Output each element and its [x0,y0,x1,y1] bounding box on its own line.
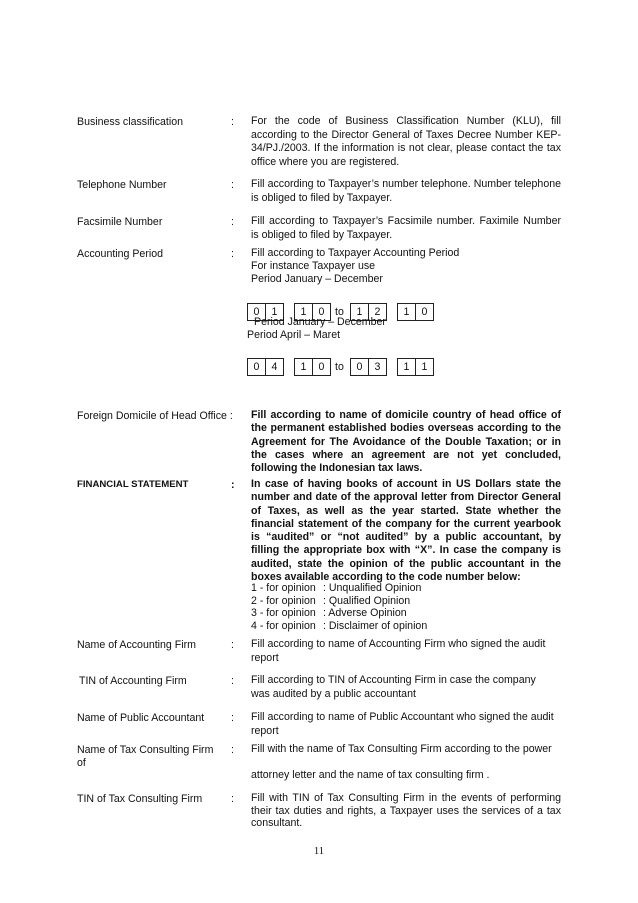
colon: : [231,216,234,228]
accounting-firm-tin-text: Fill according to TIN of Accounting Firm in case the company was audited by a public accountant [251,674,536,700]
colon: : [231,744,234,756]
digit-box: 0 [247,358,266,376]
period-jan-dec-caption: Period January – December [254,316,386,328]
colon: : [231,116,234,128]
facsimile-number-label: Facsimile Number [77,216,163,228]
digit-box: 1 [415,358,434,376]
digit-box: 0 [312,303,331,321]
foreign-domicile-label: Foreign Domicile of Head Office : [77,410,233,422]
digit-box: 1 [397,303,416,321]
opinion-code: 2 - for opinion [251,595,316,607]
opinion-value: : Disclaimer of opinion [323,620,428,632]
colon: : [231,639,234,651]
telephone-number-label: Telephone Number [77,179,167,191]
accounting-period-line3: Period January – December [251,273,383,285]
digit-box: 1 [294,358,313,376]
opinion-value: : Qualified Opinion [323,595,411,607]
colon: : [231,675,234,687]
tax-consulting-firm-tin-label: TIN of Tax Consulting Firm [77,793,203,805]
tax-consulting-firm-name-line1: Fill with the name of Tax Consulting Firm according to the power [251,743,552,755]
digit-box: 1 [350,303,369,321]
telephone-number-text: Fill according to Taxpayer’s number telephone. Number telephone is obliged to filed by Taxpayer. [251,178,561,204]
tax-consulting-firm-name-line2: attorney letter and the name of tax consulting firm . [251,769,490,781]
accounting-firm-name-label: Name of Accounting Firm [77,639,196,651]
accounting-firm-name-text: Fill according to name of Accounting Firm who signed the audit report [251,638,546,664]
digit-box: 3 [368,358,387,376]
page-number: 11 [313,846,325,857]
tax-consulting-firm-name-label-cont: of [77,757,86,769]
opinion-code: 1 - for opinion [251,582,316,594]
facsimile-number-text: Fill according to Taxpayer’s Facsimile number. Faximile Number is obliged to filed by Taxpayer. [251,215,561,241]
public-accountant-name-label: Name of Public Accountant [77,712,205,724]
digit-box: 0 [247,303,266,321]
digit-box: 1 [397,358,416,376]
tax-consulting-firm-tin-text: Fill with TIN of Tax Consulting Firm in the events of performing their tax duties and rights, a Taxpayer uses the services of a tax consultant. [251,792,561,829]
digit-box: 0 [415,303,434,321]
digit-box: 4 [265,358,284,376]
opinion-code: 3 - for opinion [251,607,316,619]
financial-statement-heading: FINANCIAL STATEMENT [77,479,189,490]
business-classification-text: For the code of Business Classification Number (KLU), fill according to the Director General of Taxes Decree Number KEP-34/PJ./2003. If the information is not clear, please contact the tax office where you are registered. [251,115,561,168]
financial-statement-text: In case of having books of account in US Dollars state the number and date of the approval letter from Director General of Taxes, as well as the year started. State whether the financial statement of the company for the current yearbook is “audited” or “not audited” by a public accountant, by filling the appropriate box with “X”. In case the company is audited, state the opinion of the public accountant in the boxes available according to the code number below: [251,478,561,584]
accounting-firm-tin-label: TIN of Accounting Firm [79,675,187,687]
accounting-period-label: Accounting Period [77,248,163,260]
to-word: to [335,361,344,373]
to-word: to [335,306,344,318]
digit-box: 2 [368,303,387,321]
digit-box: 0 [350,358,369,376]
tax-consulting-firm-name-label: Name of Tax Consulting Firm [77,744,214,756]
digit-box: 0 [312,358,331,376]
colon: : [231,712,234,724]
foreign-domicile-text: Fill according to name of domicile country of head office of the permanent established bodies overseas according to the Agreement for The Avoidance of the Double Taxation; or in the cases where an agreement are not yet concluded, following the Indonesian tax laws. [251,409,561,475]
colon: : [231,793,234,805]
colon: : [231,479,235,491]
period-apr-mar-caption: Period April – Maret [247,329,341,341]
accounting-period-line2: For instance Taxpayer use [251,260,376,272]
colon: : [231,248,234,260]
digit-box: 1 [294,303,313,321]
colon: : [231,179,234,191]
digit-box: 1 [265,303,284,321]
opinion-value: : Unqualified Opinion [323,582,422,594]
public-accountant-name-text: Fill according to name of Public Accountant who signed the audit report [251,711,554,737]
opinion-code: 4 - for opinion [251,620,316,632]
accounting-period-line1: Fill according to Taxpayer Accounting Period [251,247,460,259]
business-classification-label: Business classification [77,116,183,128]
opinion-value: : Adverse Opinion [323,607,407,619]
